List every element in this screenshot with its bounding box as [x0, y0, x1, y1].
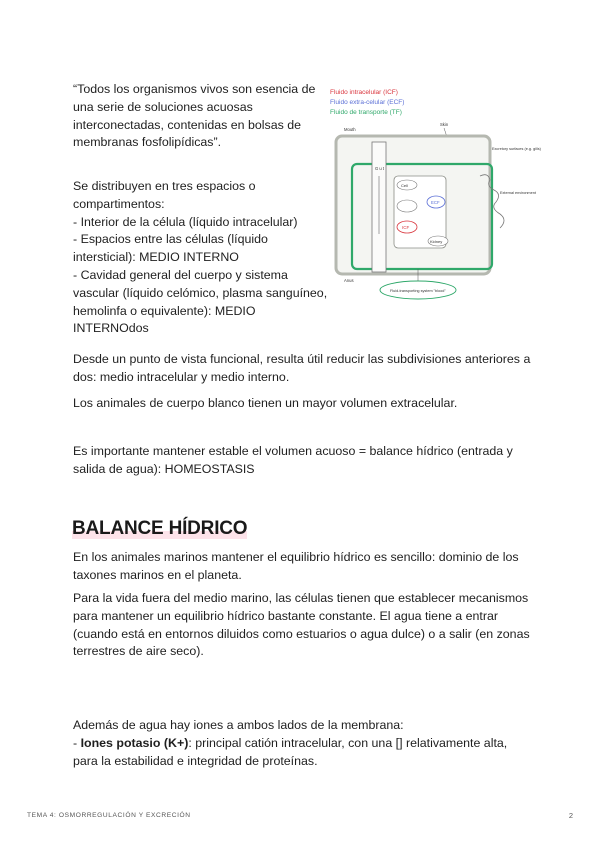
cell-label: Cell [401, 183, 408, 188]
skin-label: Skin [440, 122, 449, 127]
compartments-intro: Se distribuyen en tres espacios o compartimentos: [73, 179, 256, 211]
legend-icf: Fluido intracelular (ICF) [330, 89, 398, 96]
potassium-term: Iones potasio (K+) [80, 735, 189, 750]
transport-system-label: Fluid-transporting system "blood" [390, 289, 446, 293]
ions-intro: Además de agua hay iones a ambos lados de la membrana: [73, 718, 404, 732]
legend-ecf: Fluido extra-celular (ECF) [330, 99, 405, 106]
quote-paragraph: “Todos los organismos vivos son esencia de una serie de soluciones acuosas interconectadas, contenidas en bolsas de membranas fosfolipídicas”. [73, 82, 316, 150]
functional-paragraph: Desde un punto de vista funcional, resulta útil reducir las subdivisiones anteriores a dos: medio intracelular y medio interno. [73, 352, 531, 384]
mouth-label: Mouth [344, 127, 356, 132]
ions-paragraph [73, 717, 533, 770]
compartment-item: - Cavidad general del cuerpo y sistema vascular (líquido celómico, plasma sanguíneo, hemolinfa o equivalente): MEDIO INTERNOdos [73, 267, 328, 336]
section-heading [72, 518, 247, 540]
compartment-item: - Interior de la célula (líquido intracelular) [73, 214, 298, 229]
compartment-item: - Espacios entre las células (líquido intersticial): MEDIO INTERNO [73, 232, 268, 265]
page-number: 2 [568, 811, 573, 820]
gut-label: G u t [375, 166, 385, 171]
section-heading-text: BALANCE HÍDRICO [72, 518, 248, 539]
potassium-description: : principal catión intracelular, con una [] relativamente alta, para la estabilidad e integridad de proteínas. [73, 735, 508, 768]
ecf-label: ECF [431, 200, 440, 205]
excretory-label: Excretory surfaces (e.g. gills) [492, 147, 541, 151]
homeostasis-paragraph: Es importante mantener estable el volumen acuoso = balance hídrico (entrada y salida de agua): HOMEOSTASIS [73, 444, 513, 476]
kidney-label: Kidney [430, 239, 443, 244]
anus-label: Anus [344, 278, 354, 283]
footer-chapter: TEMA 4: OSMORREGULACIÓN Y EXCRECIÓN [27, 812, 191, 819]
white-body-paragraph: Los animales de cuerpo blanco tienen un mayor volumen extracelular. [73, 396, 458, 410]
potassium-item [73, 735, 533, 771]
marine-paragraph: En los animales marinos mantener el equilibrio hídrico es sencillo: dominio de los taxones marinos en el planeta. [73, 550, 519, 582]
compartments-list [73, 178, 333, 338]
legend-tf: Fluido de transporte (TF) [330, 109, 402, 116]
icf-label: ICF [402, 225, 410, 230]
cell-shape [397, 200, 417, 212]
list-dash: - [73, 735, 81, 750]
fluid-compartments-diagram [328, 84, 541, 304]
outside-marine-paragraph: Para la vida fuera del medio marino, las células tienen que establecer mecanismos para mantener un equilibrio hídrico bastante constante. El agua tiene a entrar (cuando está en entornos diluidos como estuarios o agua dulce) o a salir (en zonas terrestres de aire seco). [73, 591, 530, 659]
external-env-label: External environment [500, 191, 536, 195]
